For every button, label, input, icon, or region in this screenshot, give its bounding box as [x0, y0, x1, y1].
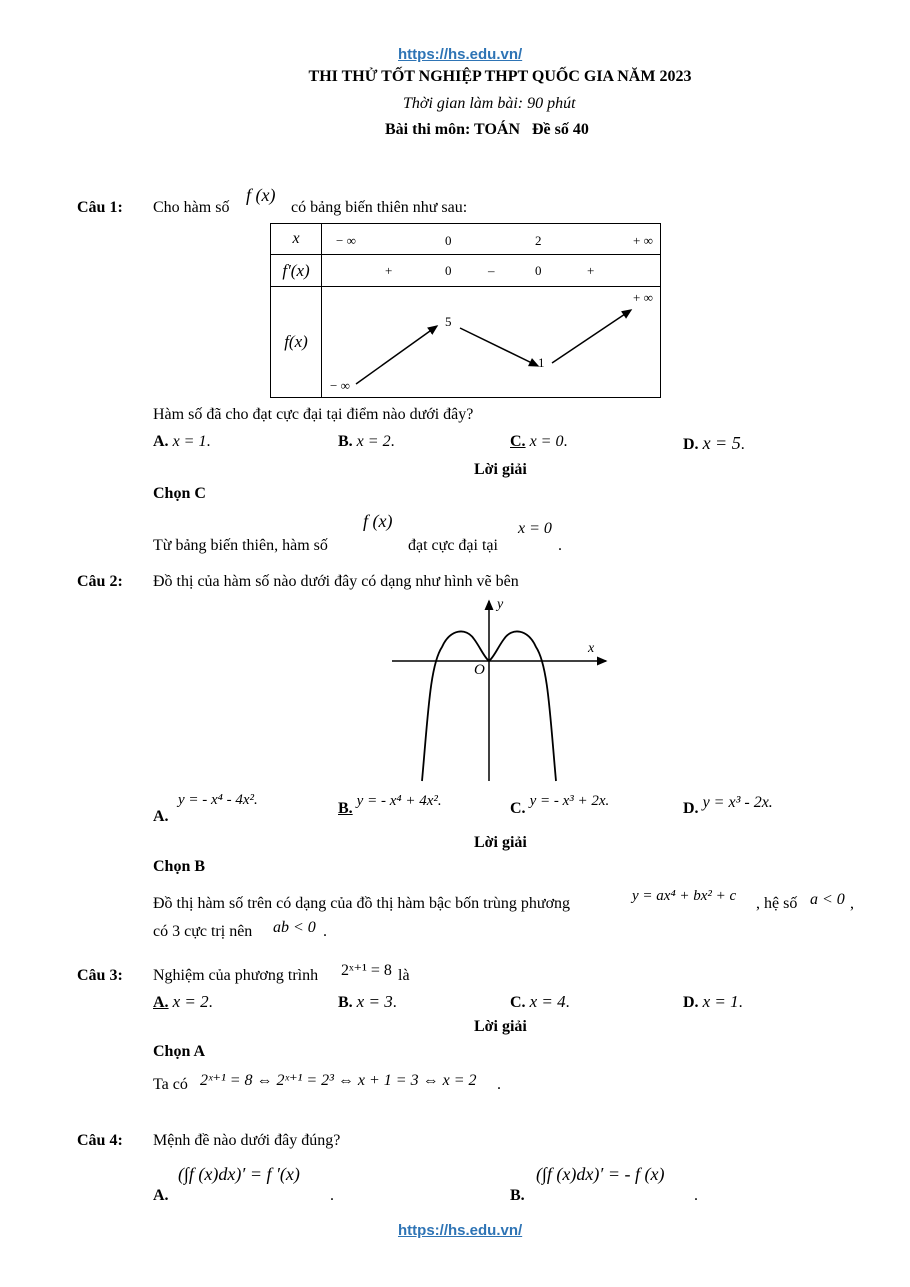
q4-option-a-dot: . — [330, 1187, 334, 1204]
option-label: A. — [153, 808, 169, 825]
q2-text: Đồ thị của hàm số nào dưới đây có dạng như hình vẽ bên — [153, 573, 519, 590]
q1-explain-x: x = 0 — [518, 520, 552, 537]
q2-explain-a: Đồ thị hàm số trên có dạng của đồ thị hàm bậc bốn trùng phương — [153, 895, 571, 912]
option-value: x = 2 — [172, 992, 209, 1011]
fp-sign-1: + — [385, 263, 393, 278]
q2-explain-b: , hệ số — [756, 895, 798, 912]
q1-question: Hàm số đã cho đạt cực đại tại điểm nào dưới đây? — [153, 406, 474, 423]
arrow-up-2 — [552, 310, 631, 363]
q4-option-a[interactable] — [153, 1187, 169, 1205]
option-value: x = 1 — [172, 433, 207, 450]
q1-option-d[interactable]: D. x = 5. — [683, 433, 745, 453]
option-label: B. — [338, 800, 353, 817]
arrow-down — [460, 328, 538, 366]
q1-solution-title: Lời giải — [474, 461, 527, 478]
fp-zero-1: 0 — [445, 263, 452, 278]
fp-sign-2: – — [488, 263, 495, 278]
option-label: D. — [683, 994, 699, 1011]
q3-option-d[interactable]: D. x = 1. — [683, 992, 743, 1011]
q2-option-d[interactable] — [683, 794, 773, 818]
option-label: C. — [510, 800, 526, 817]
f-val-1: 1 — [538, 355, 545, 370]
option-value: x = 4 — [529, 992, 566, 1011]
option-label: A. — [153, 994, 169, 1011]
arrow-up-1 — [356, 326, 437, 384]
q1-text-a: Cho hàm số — [153, 199, 230, 216]
subject-text: Bài thi môn: TOÁN — [385, 121, 520, 138]
q3-option-a[interactable]: A. x = 2. — [153, 992, 213, 1011]
q3-explain-a: Ta có — [153, 1076, 188, 1093]
option-label: C. — [510, 994, 526, 1011]
option-label: A. — [153, 1187, 169, 1204]
graph-y-label: y — [497, 597, 504, 612]
q2-solution-title: Lời giải — [474, 834, 527, 851]
q2-explain-formula: y = ax⁴ + bx² + c — [632, 888, 737, 904]
q2-explain-a0: a < 0 — [810, 891, 845, 908]
q3-explain-eq: 2ˣ⁺¹ = 8 ⇔ 2ˣ⁺¹ = 2³ ⇔ x + 1 = 3 ⇔ x = 2 — [200, 1072, 477, 1089]
exam-title: THI THỬ TỐT NGHIỆP THPT QUỐC GIA NĂM 2023 — [308, 68, 692, 85]
q2-option-a-label[interactable] — [153, 808, 169, 826]
q2-explain-dot: . — [323, 923, 327, 940]
q1-option-a[interactable]: A. x = 1. — [153, 433, 211, 450]
f-val-neg-inf: − ∞ — [330, 378, 350, 393]
x-val-2: 2 — [535, 233, 542, 248]
q4-option-b[interactable] — [510, 1187, 525, 1205]
x-val-0: 0 — [445, 233, 452, 248]
q2-explain-comma: , — [850, 895, 854, 912]
option-value: x = 2 — [356, 433, 391, 450]
q3-option-c[interactable]: C. x = 4. — [510, 992, 570, 1011]
x-val-pos-inf: + ∞ — [633, 233, 653, 248]
exam-time: Thời gian làm bài: 90 phút — [403, 95, 576, 112]
q1-option-b[interactable]: B. x = 2. — [338, 433, 395, 450]
variation-arrows — [0, 0, 910, 420]
graph-x-label: x — [588, 641, 595, 656]
graph-origin-label: O — [474, 662, 485, 678]
q4-text: Mệnh đề nào dưới đây đúng? — [153, 1132, 341, 1149]
q2-option-a-value: y = - x⁴ - 4x². — [178, 792, 258, 808]
q1-explain-b: đạt cực đại tại — [408, 537, 498, 554]
option-label: B. — [338, 994, 353, 1011]
f-val-5: 5 — [445, 314, 452, 329]
footer-link[interactable]: https://hs.edu.vn/ — [398, 1222, 523, 1239]
option-value: x = 0 — [529, 433, 564, 450]
table-f-label: f(x) — [284, 332, 308, 351]
q1-choice: Chọn C — [153, 485, 206, 502]
option-value: x = 5 — [702, 433, 741, 453]
q4-option-b-dot: . — [694, 1187, 698, 1204]
q1-explain-dot: . — [558, 537, 562, 554]
fp-zero-2: 0 — [535, 263, 542, 278]
q3-equation: 2ˣ⁺¹ = 8 — [341, 962, 392, 979]
q3-text-b: là — [398, 967, 410, 984]
q3-option-b[interactable]: B. x = 3. — [338, 992, 397, 1011]
q3-label: Câu 3: — [77, 967, 123, 984]
q2-choice: Chọn B — [153, 858, 206, 875]
q3-choice: Chọn A — [153, 1043, 206, 1060]
header-link[interactable]: https://hs.edu.vn/ — [398, 46, 523, 63]
option-label: C. — [510, 433, 526, 450]
option-value: y = x³ - 2x. — [702, 794, 773, 811]
option-label: B. — [338, 433, 353, 450]
q4-label: Câu 4: — [77, 1132, 123, 1149]
q1-fx: f (x) — [246, 185, 276, 205]
option-value: x = 3 — [356, 992, 393, 1011]
q4-option-a-value: (∫f (x)dx)′ = f ′(x) — [178, 1164, 300, 1184]
q2-explain-ab: ab < 0 — [273, 919, 316, 936]
option-label: B. — [510, 1187, 525, 1204]
table-fprime-label: f′(x) — [282, 260, 310, 280]
q3-text-a: Nghiệm của phương trình — [153, 967, 319, 984]
fp-sign-3: + — [587, 263, 595, 278]
q2-explain-d: có 3 cực trị nên — [153, 923, 253, 940]
option-value: x = 1 — [702, 992, 739, 1011]
option-label: D. — [683, 800, 699, 817]
q2-graph — [380, 595, 620, 785]
option-label: D. — [683, 436, 699, 453]
q1-explain-fx: f (x) — [363, 511, 393, 531]
table-x-label: x — [292, 230, 300, 247]
q1-option-c[interactable]: C. x = 0. — [510, 433, 568, 450]
option-label: A. — [153, 433, 169, 450]
q3-solution-title: Lời giải — [474, 1018, 527, 1035]
q2-label: Câu 2: — [77, 573, 123, 590]
option-value: y = - x³ + 2x. — [529, 793, 610, 809]
x-val-neg-inf: − ∞ — [336, 233, 356, 248]
q1-text-b: có bảng biến thiên như sau: — [291, 199, 468, 216]
f-val-pos-inf: + ∞ — [633, 290, 653, 305]
q4-option-b-value: (∫f (x)dx)′ = - f (x) — [536, 1164, 665, 1184]
q2-option-b[interactable] — [338, 793, 442, 818]
q2-option-c[interactable] — [510, 793, 610, 818]
exam-number: Đề số 40 — [532, 121, 589, 138]
option-value: y = - x⁴ + 4x². — [356, 793, 442, 809]
q1-explain-a: Từ bảng biến thiên, hàm số — [153, 537, 328, 554]
q3-explain-dot: . — [497, 1076, 501, 1093]
q1-label: Câu 1: — [77, 199, 123, 216]
